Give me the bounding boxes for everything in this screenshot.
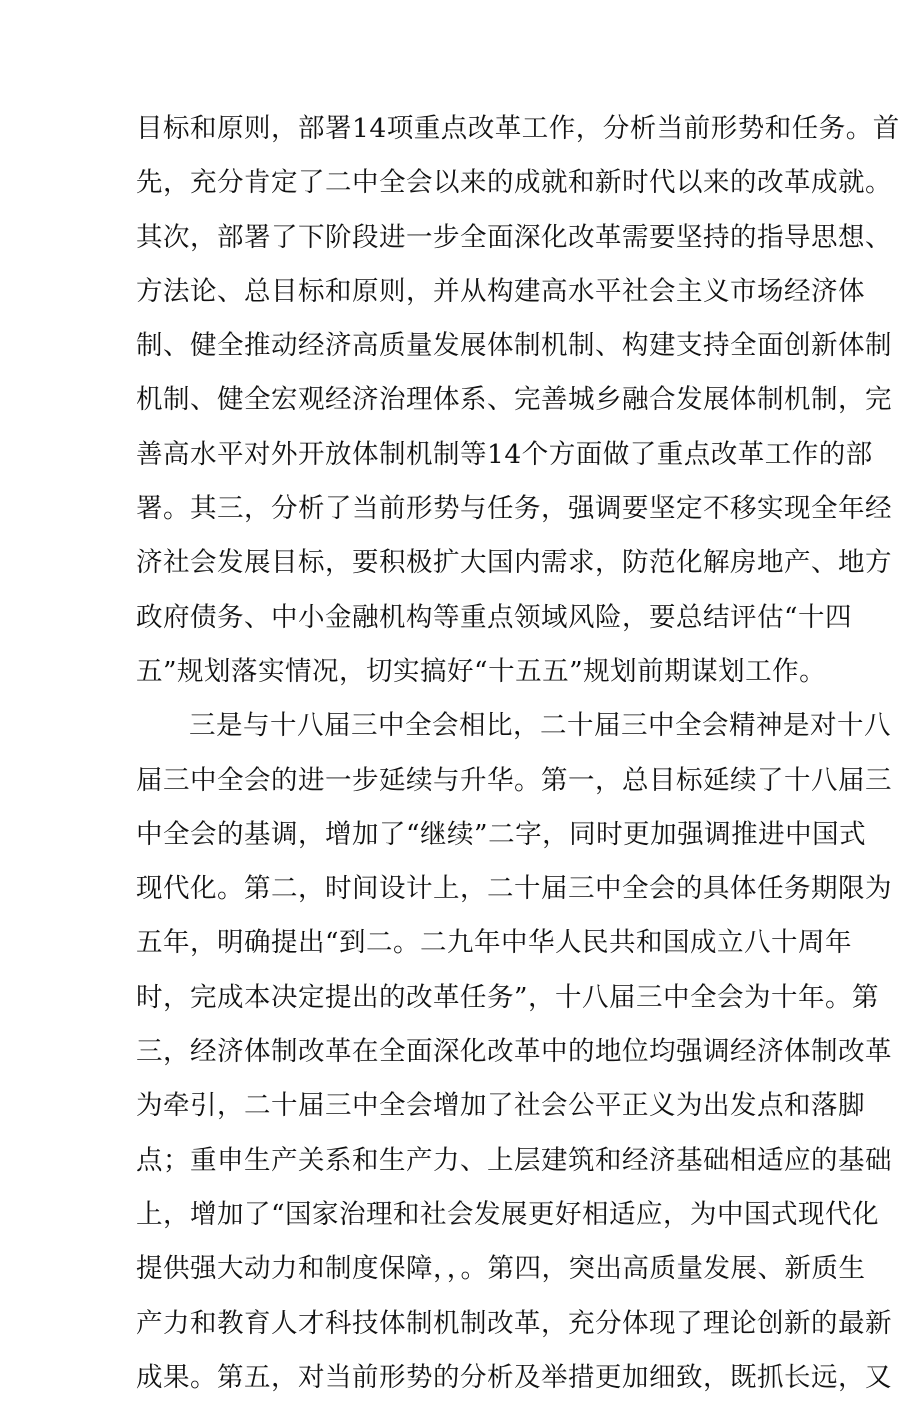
text-line: 署。其三，分析了当前形势与任务，强调要坚定不移实现全年经 — [136, 493, 892, 525]
text-line: 先，充分肯定了二中全会以来的成就和新时代以来的改革成就。 — [136, 167, 892, 199]
text-line: 方法论、总目标和原则，并从构建高水平社会主义市场经济体 — [136, 275, 865, 307]
text-line: 现代化。第二，时间设计上，二十届三中全会的具体任务期限为 — [136, 873, 892, 905]
text-line: 点；重申生产关系和生产力、上层建筑和经济基础相适应的基础 — [136, 1144, 892, 1176]
text-line: 上，增加了“国家治理和社会发展更好相适应，为中国式现代化 — [136, 1198, 880, 1230]
text-line: 提供强大动力和制度保障，，。第四，突出高质量发展、新质生 — [136, 1253, 866, 1285]
text-line: 成果。第五，对当前形势的分析及举措更加细致，既抓长远，又 — [136, 1361, 892, 1393]
body-text — [136, 102, 900, 1405]
text-line: 制、健全推动经济高质量发展体制机制、构建支持全面创新体制 — [136, 330, 892, 362]
text-line: 产力和教育人才科技体制机制改革，充分体现了理论创新的最新 — [136, 1307, 892, 1339]
text-line: 为牵引，二十届三中全会增加了社会公平正义为出发点和落脚 — [136, 1090, 865, 1122]
paragraph-first-line: 三是与十八届三中全会相比，二十届三中全会精神是对十八 — [189, 710, 891, 742]
text-line: 五年，明确提出“到二。二九年中华人民共和国成立八十周年 — [136, 927, 853, 959]
text-line: 五”规划落实情况，切实搞好“十五五”规划前期谋划工作。 — [136, 655, 827, 687]
text-line: 其次，部署了下阶段进一步全面深化改革需要坚持的指导思想、 — [136, 221, 892, 253]
text-line: 善高水平对外开放体制机制等14个方面做了重点改革工作的部 — [136, 438, 873, 470]
text-line: 目标和原则，部署14项重点改革工作，分析当前形势和任务。首 — [136, 113, 900, 144]
text-line: 机制、健全宏观经济治理体系、完善城乡融合发展体制机制，完 — [136, 384, 892, 416]
text-line: 届三中全会的进一步延续与升华。第一，总目标延续了十八届三 — [136, 764, 892, 796]
text-line: 中全会的基调，增加了“继续”二字，同时更加强调推进中国式 — [136, 818, 867, 850]
text-line: 政府债务、中小金融机构等重点领域风险，要总结评估“十四 — [136, 601, 853, 633]
text-line: 时，完成本决定提出的改革任务”，十八届三中全会为十年。第 — [136, 981, 880, 1013]
text-line: 济社会发展目标，要积极扩大国内需求，防范化解房地产、地方 — [136, 547, 892, 579]
text-line: 三，经济体制改革在全面深化改革中的地位均强调经济体制改革 — [136, 1036, 892, 1068]
